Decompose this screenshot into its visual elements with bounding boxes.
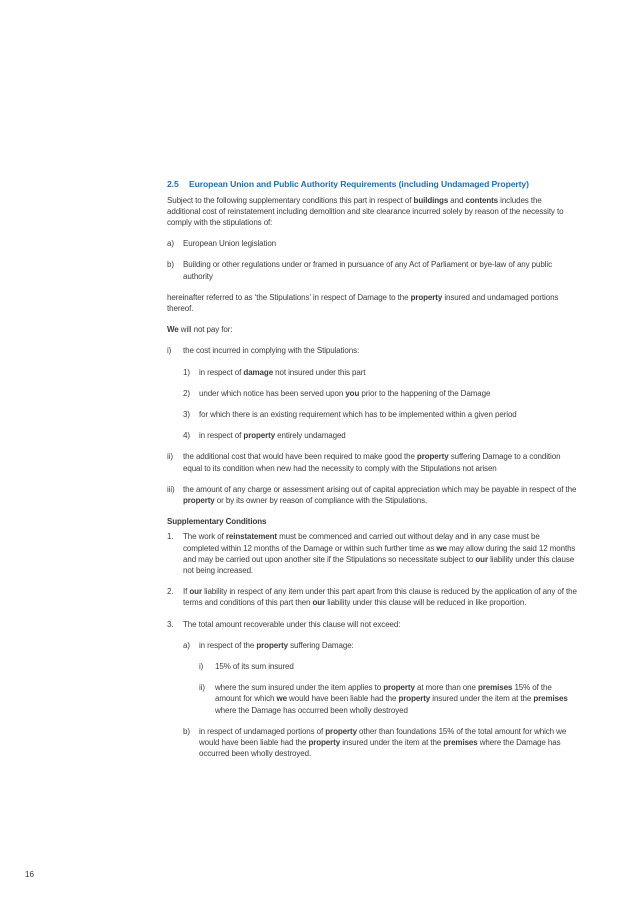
- section-2-5: [167, 179, 577, 769]
- exclusion-sub-item-3: [183, 409, 577, 420]
- condition-item-2: [167, 586, 577, 608]
- condition-3-sub-a-ii: [199, 682, 577, 716]
- list-item-body: [183, 619, 577, 760]
- list-item-text: The total amount recoverable under this clause will not exceed:: [183, 619, 401, 629]
- list-marker: 1): [183, 367, 190, 377]
- list-marker: ii): [167, 452, 173, 462]
- condition-item-1: [167, 531, 577, 576]
- exclusion-item-iii: [167, 484, 577, 506]
- list-item-text: in respect of undamaged portions of property other than foundations 15% of the total amount for which we would have been liable had the property insured under the item at the premises where the Damage has occurred been wholly destroyed.: [199, 726, 567, 759]
- supplementary-conditions-heading: Supplementary Conditions: [167, 517, 267, 527]
- list-item-text: in respect of the property suffering Damage:: [199, 640, 354, 650]
- list-marker: 3.: [167, 619, 174, 629]
- exclusion-item-ii: [167, 451, 577, 473]
- list-item-text: European Union legislation: [183, 239, 277, 249]
- list-item-text: 15% of its sum insured: [215, 661, 294, 671]
- exclusion-sub-item-1: [183, 367, 577, 378]
- list-item-text: the additional cost that would have been required to make good the property suffering Damage to a condition equal to its condition when new had the necessity to comply with the Stipulations not arisen: [183, 452, 561, 473]
- hereinafter-paragraph: hereinafter referred to as ‘the Stipulations’ in respect of Damage to the property insured and undamaged portions thereof.: [167, 292, 559, 313]
- list-marker: a): [183, 640, 190, 650]
- list-marker: 3): [183, 409, 190, 419]
- list-item-text: where the sum insured under the item applies to property at more than one premises 15% of the amount for which we would have been liable had the property insured under the item at the premises where the Damage has occurred been wholly destroyed: [215, 683, 568, 715]
- list-item-text: If our liability in respect of any item under this part apart from this clause is reduced by the application of any of the terms and conditions of this part then our liability under this clause will be reduced in like proportion.: [183, 587, 577, 608]
- list-marker: a): [167, 239, 174, 249]
- list-marker: iii): [167, 484, 175, 494]
- condition-3-sub-a-i: [199, 661, 577, 672]
- list-item-text: the cost incurred in complying with the Stipulations:: [183, 346, 360, 356]
- list-marker: i): [167, 346, 172, 356]
- list-item-text: The work of reinstatement must be commenced and carried out without delay and in any case must be completed within 12 months of the Damage or within such further time as we may allow during the said 12 months and may be carried out upon another site if the Stipulations so necessitate subject to our liability under this clause not being increased.: [183, 532, 576, 575]
- section-number: 2.5: [167, 179, 179, 189]
- condition-3-sub-a: [183, 640, 577, 716]
- stipulation-item-a: [167, 238, 577, 249]
- list-marker: 4): [183, 431, 190, 441]
- list-marker: ii): [199, 683, 205, 693]
- section-title: European Union and Public Authority Requirements (including Undamaged Property): [189, 179, 529, 189]
- list-item-text: in respect of damage not insured under this part: [199, 367, 366, 377]
- list-marker: 1.: [167, 532, 174, 542]
- condition-3-sub-b: [183, 726, 577, 760]
- list-item-text: under which notice has been served upon you prior to the happening of the Damage: [199, 388, 491, 398]
- exclusion-item-i: [167, 345, 577, 441]
- list-marker: 2.: [167, 587, 174, 597]
- exclusion-sub-item-4: [183, 430, 577, 441]
- list-item-body: [183, 345, 577, 441]
- list-marker: 2): [183, 388, 190, 398]
- exclusions-intro: We will not pay for:: [167, 325, 233, 335]
- section-heading: [167, 179, 577, 191]
- list-item-text: in respect of property entirely undamaged: [199, 431, 346, 441]
- list-item-body: [199, 640, 577, 716]
- stipulation-item-b: [167, 259, 577, 281]
- list-item-text: the amount of any charge or assessment arising out of capital appreciation which may be payable in respect of the property or by its owner by reason of compliance with the Stipulations.: [183, 484, 577, 505]
- list-marker: b): [167, 260, 174, 270]
- exclusion-sub-item-2: [183, 388, 577, 399]
- list-item-text: for which there is an existing requirement which has to be implemented within a given period: [199, 409, 517, 419]
- condition-item-3: [167, 619, 577, 760]
- list-marker: i): [199, 661, 204, 671]
- list-marker: b): [183, 726, 190, 736]
- intro-paragraph: Subject to the following supplementary conditions this part in respect of buildings and contents includes the additional cost of reinstatement including demolition and site clearance incurred solely by reason of the necessity to comply with the stipulations of:: [167, 195, 564, 227]
- page-number: 16: [25, 870, 34, 879]
- list-item-text: Building or other regulations under or framed in pursuance of any Act of Parliament or bye-law of any public authority: [183, 260, 552, 281]
